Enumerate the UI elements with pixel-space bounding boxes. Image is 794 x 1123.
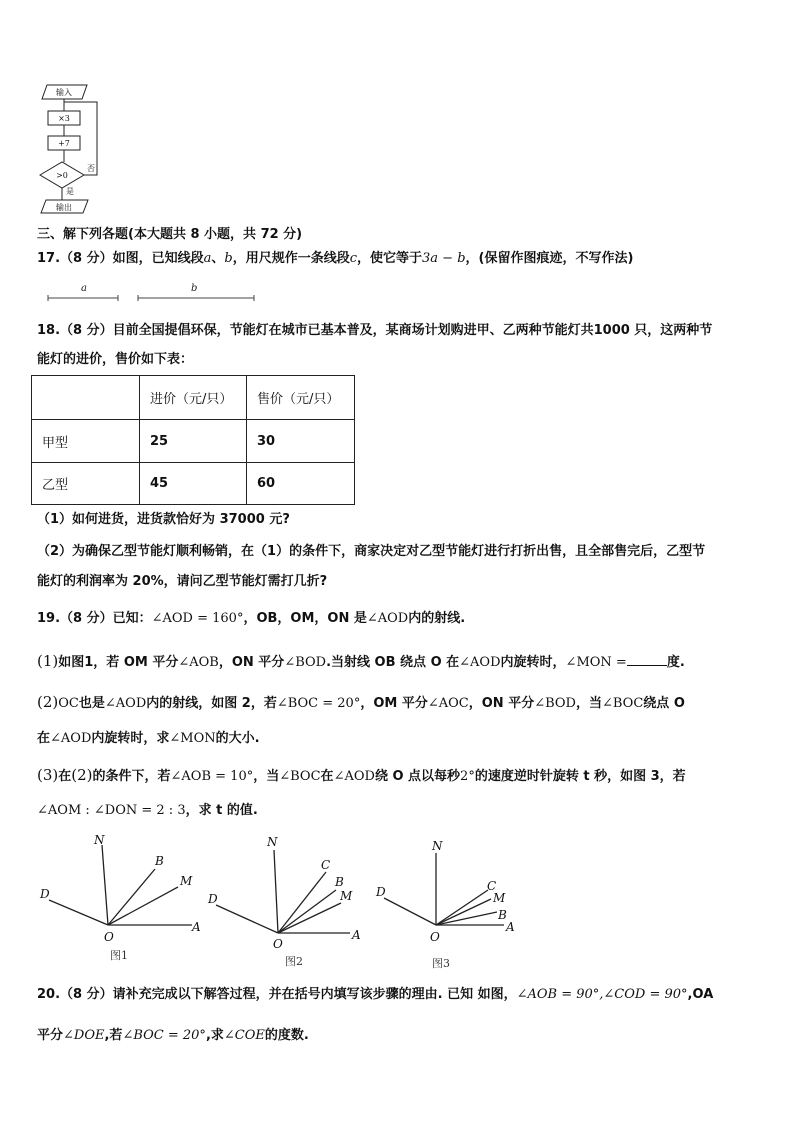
table-cell-name: 甲型: [32, 420, 140, 463]
q19-p2-m2: ∠BOC = 20°: [276, 696, 361, 711]
q17-var-a: a: [203, 251, 212, 266]
fig2-caption: 图2: [285, 955, 303, 968]
q19-p3-m1: ∠AOB = 10°: [170, 769, 254, 784]
q20-l2d: 的度数.: [264, 1028, 309, 1043]
q20-line1: [37, 985, 713, 1005]
segment-a-label: a: [81, 283, 87, 294]
fig3-caption: 图3: [432, 957, 450, 970]
fig2-label-c: C: [321, 858, 331, 872]
table-header-cell: 进价（元/只）: [140, 376, 247, 420]
table-row: [32, 463, 355, 505]
q19-p2-d: ，ON 平分: [468, 696, 535, 711]
q19-part1: [37, 651, 685, 673]
q17-var-b: b: [224, 251, 233, 266]
q19-p2-m5: ∠BOC: [602, 696, 644, 711]
table-row: [32, 420, 355, 463]
q19-part3-line1: [37, 765, 686, 787]
fig2-ray-od: [216, 905, 278, 933]
q17-mid: ，用尺规作一条线段: [232, 251, 350, 266]
q19-p1-m4: ∠MON =: [565, 655, 627, 670]
q19-part2-line2: [37, 729, 260, 749]
table-header-cell: [32, 376, 140, 420]
table-cell-price: 30: [247, 420, 355, 463]
fig1-caption: 图1: [110, 949, 128, 962]
q19-p3-m2: ∠BOC: [279, 769, 321, 784]
fig1-ray-om: [108, 887, 178, 925]
q19-part3-line2: [37, 801, 258, 821]
q19-p2-c: ，OM 平分: [360, 696, 428, 711]
fig2-label-o: O: [273, 937, 283, 951]
fig1-ray-ob: [108, 869, 155, 925]
fig3-label-c: C: [487, 879, 497, 893]
fig1-label-b: B: [155, 854, 164, 868]
fig2-label-d: D: [208, 892, 218, 906]
q19-p1-b: ，ON 平分: [218, 655, 285, 670]
fig2-label-b: B: [335, 875, 344, 889]
table-cell-cost: 45: [140, 463, 247, 505]
flowchart-output-label: 输出: [56, 203, 72, 212]
q19-p3-l2m: ∠AOM : ∠DON = 2 : 3: [37, 803, 186, 818]
table-header-cell: 售价（元/只）: [247, 376, 355, 420]
fig3-ray-om: [436, 899, 491, 925]
q17-segments-figure: [40, 280, 265, 302]
q19-p3-m3: ∠AOD: [333, 769, 375, 784]
fig3-label-d: D: [376, 885, 386, 899]
q17-expr: 3a − b: [422, 251, 466, 266]
question-17: [37, 249, 633, 269]
segment-b-label: b: [191, 283, 198, 294]
q19-p3-m4: 2°: [460, 769, 475, 784]
q18-sub2-line1: （2）为确保乙型节能灯顺利畅销，在（1）的条件下，商家决定对乙型节能灯进行打折出售，且全部售完后，乙型节: [37, 544, 706, 559]
flowchart-condition-label: >0: [56, 171, 68, 180]
q19-p3-m0: (2): [71, 766, 93, 784]
q19-cond-math2: ∠AOD: [366, 611, 409, 626]
q19-p3-e: 绕 O 点以每秒: [374, 769, 461, 784]
q19-p2-m1: ∠AOD: [104, 696, 147, 711]
q18-line2: 能灯的进价，售价如下表：: [37, 352, 194, 367]
q19-p3-d: 在: [320, 769, 334, 784]
flowchart-yes-label: 是: [66, 187, 74, 196]
fig1-label-n: N: [94, 833, 105, 847]
fig2-label-m: M: [340, 889, 353, 903]
q19-p3-a: 在: [58, 769, 72, 784]
fig3-label-b: B: [498, 908, 507, 922]
q20-l2a: 平分: [37, 1028, 64, 1043]
q19-p2-l2c: 的大小.: [215, 731, 260, 746]
fig2-ray-om: [278, 903, 341, 933]
fig3-ray-od: [384, 898, 436, 925]
q20-mid: ,OA: [687, 987, 714, 1002]
q17-sep: 、: [211, 251, 225, 266]
q20-l2c: ,求: [205, 1028, 224, 1043]
table-cell-name: 乙型: [32, 463, 140, 505]
q19-p1-num: (1): [37, 652, 59, 670]
q19-p3-c: ，当: [253, 769, 280, 784]
fig1-label-o: O: [104, 930, 114, 944]
fig1-label-a: A: [192, 920, 201, 934]
q18-sub1: （1）如何进货，进货款恰好为 37000 元?: [37, 512, 290, 527]
q18-sub2-line2: 能灯的利润率为 20%，请问乙型节能灯需打几折?: [37, 574, 328, 589]
q17-var-c: c: [349, 251, 358, 266]
q20-l2m3: ∠COE: [223, 1028, 265, 1043]
q19-p1-m2: ∠BOD: [284, 655, 327, 670]
q19-p1-m1: ∠AOB: [178, 655, 219, 670]
q19-stem: [37, 609, 465, 629]
q17-mid2: ，使它等于: [357, 251, 423, 266]
q19-p3-b: 的条件下，若: [92, 769, 171, 784]
q19-p1-d: 内旋转时，: [500, 655, 566, 670]
q19-p1-a: 如图1，若 OM 平分: [58, 655, 179, 670]
q19-p2-l2m2: ∠MON: [169, 731, 216, 746]
q19-part2-line1: [37, 692, 685, 714]
flowchart-no-label: 否: [87, 164, 95, 173]
price-table: [31, 375, 355, 505]
table-header-row: [32, 376, 355, 420]
q18-line1: 18.（8 分）目前全国提倡环保，节能灯在城市已基本普及，某商场计划购进甲、乙两种节能灯共1000 只，这两种节: [37, 323, 713, 338]
q20-l2m2: ∠BOC = 20°: [122, 1028, 206, 1043]
fig3-label-m: M: [493, 891, 506, 905]
q19-p2-m0: OC: [58, 696, 79, 711]
fig3-label-n: N: [432, 839, 443, 853]
q19-p2-m3: ∠AOC: [427, 696, 469, 711]
flowchart-times3-label: ×3: [58, 114, 70, 123]
q19-p1-c: .当射线 OB 绕点 O 在: [326, 655, 460, 670]
flowchart: [36, 80, 106, 215]
q19-prefix: 19.（8 分）已知：: [37, 611, 152, 626]
q19-cond-math: ∠AOD = 160°: [151, 611, 244, 626]
q19-p2-m4: ∠BOD: [534, 696, 576, 711]
table-cell-cost: 25: [140, 420, 247, 463]
q19-cond-end: 内的射线.: [408, 611, 466, 626]
flowchart-plus7-label: +7: [58, 139, 70, 148]
q19-p2-e: ，当: [575, 696, 602, 711]
fig2-label-n: N: [267, 835, 278, 849]
q19-p3-num: (3): [37, 766, 59, 784]
q19-cond-rest: ，OB，OM，ON 是: [243, 611, 367, 626]
fig3-label-o: O: [430, 930, 440, 944]
fig2-ray-on: [274, 850, 278, 933]
q19-p1-m3: ∠AOD: [459, 655, 501, 670]
q20-l2b: ,若: [104, 1028, 123, 1043]
q19-p1-e: 度.: [666, 655, 685, 670]
q19-p2-l2b: 内旋转时，求: [91, 731, 170, 746]
q19-figures: [30, 828, 530, 973]
fig1-label-d: D: [40, 887, 50, 901]
q20-m1: ∠AOB = 90°,∠COD = 90°: [516, 987, 688, 1002]
q20-prefix: 20.（8 分）请补充完成以下解答过程，并在括号内填写该步骤的理由. 已知 如图，: [37, 987, 517, 1002]
q19-p2-num: (2): [37, 693, 59, 711]
fig1-label-m: M: [180, 874, 193, 888]
q19-p2-l2a: 在: [37, 731, 51, 746]
q19-p3-l2a: ，求 t 的值.: [185, 803, 258, 818]
fig3-label-a: A: [506, 920, 515, 934]
q17-prefix: 17.（8 分）如图，已知线段: [37, 251, 204, 266]
q19-p2-l2m: ∠AOD: [50, 731, 92, 746]
q19-p2-f: 绕点 O: [643, 696, 685, 711]
q19-p2-b: 内的射线，如图 2，若: [146, 696, 277, 711]
section-heading: 三、解下列各题(本大题共 8 小题，共 72 分): [37, 227, 303, 242]
q19-p2-a: 也是: [78, 696, 105, 711]
answer-blank[interactable]: [627, 651, 667, 666]
q20-line2: [37, 1026, 309, 1046]
fig1-ray-od: [49, 900, 108, 925]
q20-l2m1: ∠DOE: [63, 1028, 105, 1043]
flowchart-input-label: 输入: [56, 88, 72, 97]
fig1-ray-on: [102, 845, 108, 925]
fig2-label-a: A: [352, 928, 361, 942]
q19-p3-f: 的速度逆时针旋转 t 秒，如图 3，若: [474, 769, 686, 784]
table-cell-price: 60: [247, 463, 355, 505]
q17-suffix: ，(保留作图痕迹，不写作法): [465, 251, 634, 266]
